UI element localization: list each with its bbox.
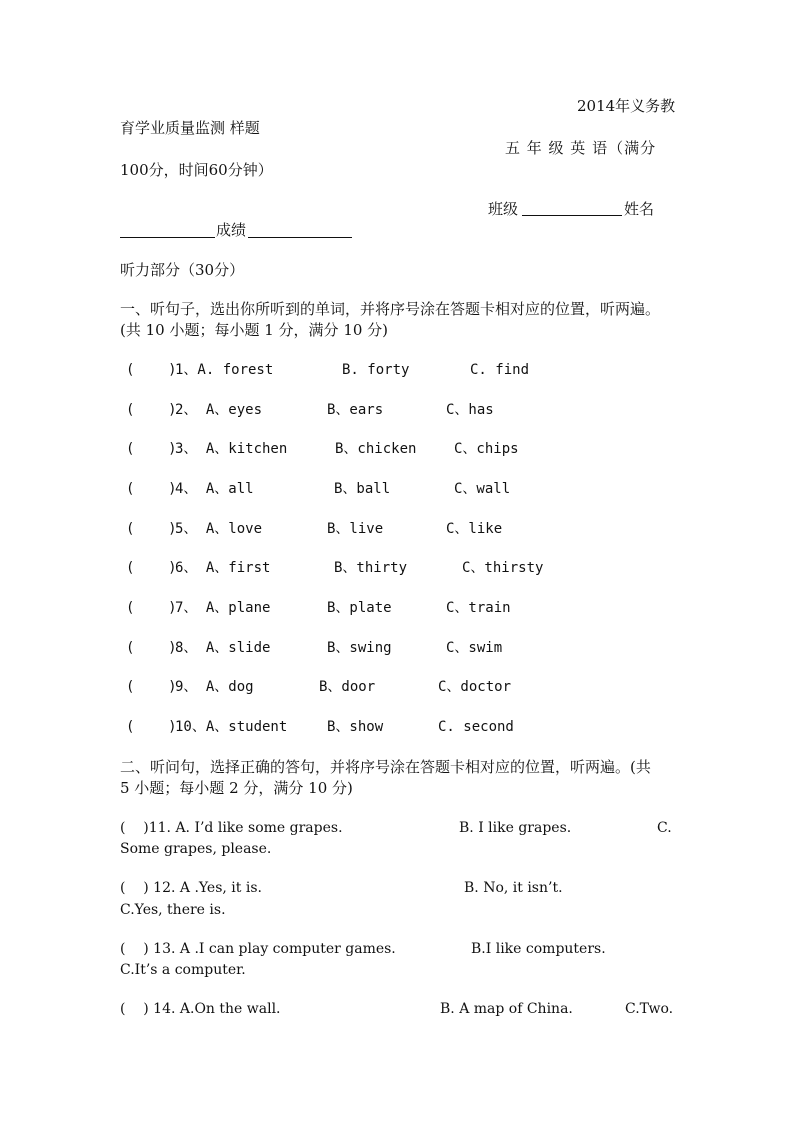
option-c: C、thirsty xyxy=(462,560,544,576)
question-row xyxy=(120,519,720,539)
answer-paren[interactable]: ( ) xyxy=(126,679,177,695)
q13-option-b: B.I like computers. xyxy=(471,941,606,957)
answer-paren[interactable]: ( ) xyxy=(126,362,177,378)
answer-paren[interactable]: ( ) xyxy=(126,640,177,656)
q14-option-c: C.Two. xyxy=(625,1001,674,1017)
option-a: 8、 A、slide xyxy=(175,640,271,656)
q11-cont: Some grapes, please. xyxy=(120,841,272,857)
option-a: 6、 A、first xyxy=(175,560,271,576)
q12-option-b: B. No, it isn’t. xyxy=(464,880,563,896)
option-a: 10、A、student xyxy=(175,719,288,735)
header-score-time: 100分，时间60分钟） xyxy=(120,161,273,179)
answer-paren[interactable]: ( ) xyxy=(126,560,177,576)
answer-paren[interactable]: ( ) xyxy=(126,402,177,418)
q11-option-c: C. xyxy=(657,820,672,836)
class-blank[interactable] xyxy=(522,214,622,216)
question-row xyxy=(120,558,720,578)
question-row xyxy=(120,360,720,380)
question-row xyxy=(120,598,720,618)
name-label: 姓名 xyxy=(624,200,655,218)
option-a: 1、A. forest xyxy=(175,362,274,378)
class-label: 班级 xyxy=(488,200,519,218)
option-b: B、door xyxy=(319,679,376,695)
q12-line: ( ) 12. A .Yes, it is. xyxy=(120,880,262,896)
q13-cont: C.It’s a computer. xyxy=(120,962,246,978)
q11-option-b: B. I like grapes. xyxy=(459,820,572,836)
section1-title: 一、听句子，选出你所听到的单词，并将序号涂在答题卡相对应的位置，听两遍。 xyxy=(120,300,661,318)
option-b: B. forty xyxy=(342,362,410,378)
option-c: C、train xyxy=(446,600,511,616)
option-c: C、wall xyxy=(454,481,511,497)
question-row xyxy=(120,479,720,499)
option-c: C、has xyxy=(446,402,494,418)
section2-note: 5 小题；每小题 2 分，满分 10 分) xyxy=(120,779,353,797)
option-b: B、swing xyxy=(327,640,392,656)
answer-paren[interactable]: ( ) xyxy=(126,719,177,735)
q12-cont: C.Yes, there is. xyxy=(120,902,226,918)
option-a: 3、 A、kitchen xyxy=(175,441,288,457)
question-row xyxy=(120,439,720,459)
option-b: B、thirty xyxy=(334,560,408,576)
q14-line: ( ) 14. A.On the wall. xyxy=(120,1001,281,1017)
option-b: B、ears xyxy=(327,402,384,418)
option-a: 5、 A、love xyxy=(175,521,263,537)
question-row xyxy=(120,400,720,420)
option-c: C. find xyxy=(470,362,530,378)
question-row xyxy=(120,717,720,737)
name-blank[interactable] xyxy=(120,236,215,238)
option-b: B、show xyxy=(327,719,384,735)
question-row xyxy=(120,638,720,658)
section2-title: 二、听问句，选择正确的答句，并将序号涂在答题卡相对应的位置，听两遍。(共 xyxy=(120,758,651,776)
answer-paren[interactable]: ( ) xyxy=(126,521,177,537)
section1-note: (共 10 小题；每小题 1 分，满分 10 分) xyxy=(120,321,389,339)
answer-paren[interactable]: ( ) xyxy=(126,481,177,497)
option-a: 2、 A、eyes xyxy=(175,402,263,418)
option-c: C、doctor xyxy=(438,679,512,695)
option-b: B、plate xyxy=(327,600,392,616)
option-c: C. second xyxy=(438,719,514,735)
grade-blank[interactable] xyxy=(248,236,352,238)
option-a: 7、 A、plane xyxy=(175,600,271,616)
option-c: C、swim xyxy=(446,640,503,656)
header-subject: 五 年 级 英 语（满分 xyxy=(505,139,657,157)
option-c: C、like xyxy=(446,521,503,537)
header-year: 2014年义务教 xyxy=(577,97,676,115)
q13-line: ( ) 13. A .I can play computer games. xyxy=(120,941,396,957)
option-a: 4、 A、all xyxy=(175,481,254,497)
q14-option-b: B. A map of China. xyxy=(440,1001,573,1017)
listening-title: 听力部分（30分） xyxy=(120,261,245,279)
option-c: C、chips xyxy=(454,441,519,457)
option-a: 9、 A、dog xyxy=(175,679,254,695)
answer-paren[interactable]: ( ) xyxy=(126,441,177,457)
header-title: 育学业质量监测 样题 xyxy=(120,119,260,137)
q11-line: ( )11. A. I’d like some grapes. xyxy=(120,820,343,836)
grade-label: 成绩 xyxy=(216,221,247,239)
option-b: B、ball xyxy=(334,481,391,497)
option-b: B、chicken xyxy=(335,441,417,457)
question-row xyxy=(120,677,720,697)
option-b: B、live xyxy=(327,521,384,537)
answer-paren[interactable]: ( ) xyxy=(126,600,177,616)
